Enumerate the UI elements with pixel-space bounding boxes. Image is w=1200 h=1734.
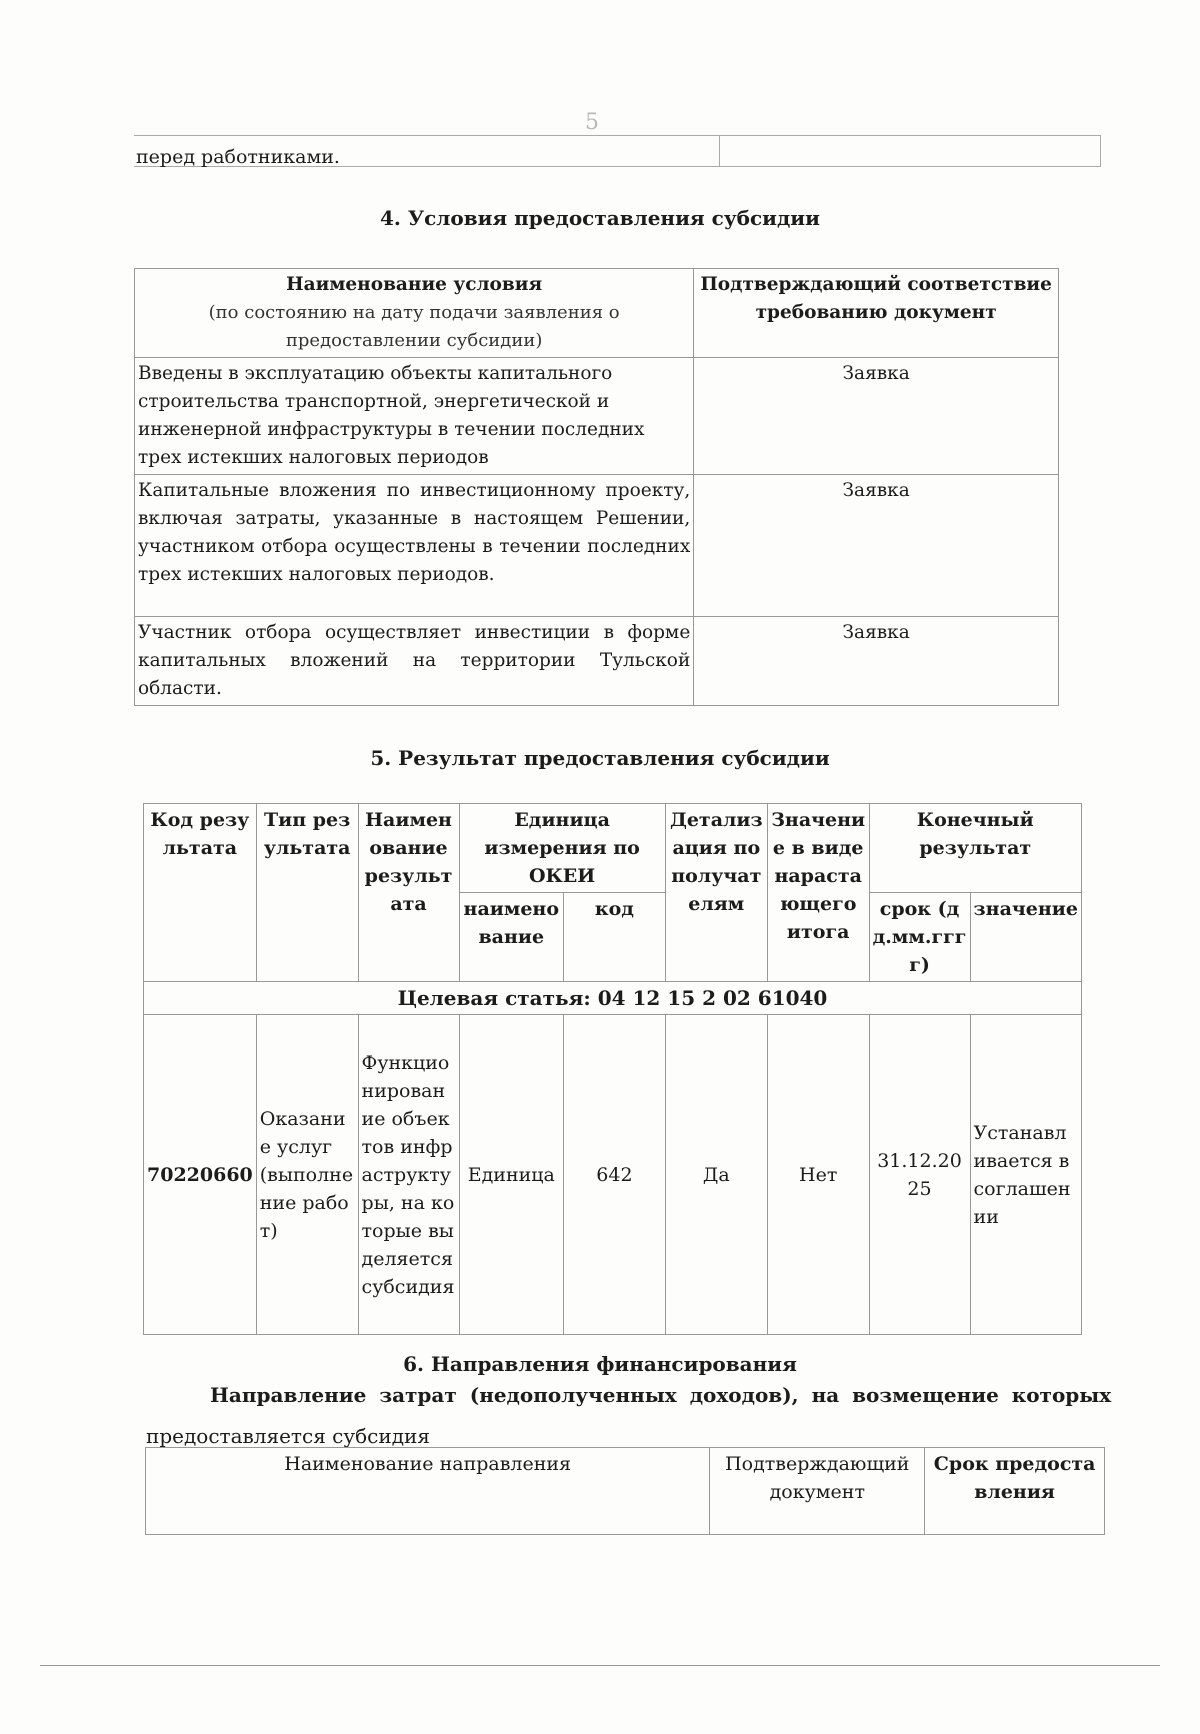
condition-document: Заявка — [694, 617, 1059, 706]
conditions-col1-header: Наименование условия (по состоянию на дату подачи заявления о предоставлении субсидии) — [135, 269, 694, 358]
result-deadline: 31.12.2025 — [869, 1015, 970, 1335]
target-article: Целевая статья: 04 12 15 2 02 61040 — [144, 982, 1082, 1015]
previous-text: перед работниками. — [136, 146, 340, 168]
results-table — [143, 803, 1082, 1335]
page-bottom-edge — [40, 1665, 1160, 1666]
col-value: значение — [970, 893, 1081, 982]
page-number: 5 — [585, 110, 599, 135]
result-unit-name: Единица — [459, 1015, 564, 1335]
col-unit: Единица измерения по ОКЕИ — [459, 804, 665, 893]
result-unit-code: 642 — [564, 1015, 666, 1335]
col-code: Код результата — [144, 804, 257, 982]
col-deadline: срок (дд.мм.гггг) — [869, 893, 970, 982]
section-6-paragraph: Направление затрат (недополученных доходов), на возмещение которых — [210, 1383, 1112, 1407]
result-type: Оказание услуг (выполнение работ) — [256, 1015, 358, 1335]
condition-text: Капитальные вложения по инвестиционному проекту, включая затраты, указанные в настоящем Решении, участником отбора осуществлены в течении последних трех истекших налоговых периодов. — [135, 475, 694, 617]
condition-document: Заявка — [694, 358, 1059, 475]
col-unit-name: наименование — [459, 893, 564, 982]
result-name: Функционирование объектов инфраструктуры, на которые выделяется субсидия — [358, 1015, 459, 1335]
col-name: Наименование результата — [358, 804, 459, 982]
col-unit-code: код — [564, 893, 666, 982]
result-cumulative: Нет — [767, 1015, 869, 1335]
col-type: Тип результата — [256, 804, 358, 982]
financing-table — [145, 1447, 1105, 1535]
result-value: Устанавливается в соглашении — [970, 1015, 1081, 1335]
section-5-title: 5. Результат предоставления субсидии — [370, 746, 830, 770]
condition-document: Заявка — [694, 475, 1059, 617]
condition-text: Участник отбора осуществляет инвестиции в форме капитальных вложений на территории Тульской области. — [135, 617, 694, 706]
col-detail: Детализация по получателям — [665, 804, 767, 982]
col-final: Конечный результат — [869, 804, 1082, 893]
condition-text: Введены в эксплуатацию объекты капитального строительства транспортной, энергетической и инженерной инфраструктуры в течении последних трех истекших налоговых периодов — [135, 358, 694, 475]
section-6-title: 6. Направления финансирования — [403, 1352, 797, 1376]
col-cumulative: Значение в виде нарастающего итога — [767, 804, 869, 982]
result-detail: Да — [665, 1015, 767, 1335]
financing-col-doc: Подтверждающий документ — [710, 1448, 925, 1535]
financing-col-name: Наименование направления — [146, 1448, 710, 1535]
section-4-title: 4. Условия предоставления субсидии — [380, 206, 820, 230]
result-code: 70220660 — [144, 1015, 257, 1335]
conditions-table — [134, 268, 1059, 706]
conditions-col2-header: Подтверждающий соответствие требованию документ — [694, 269, 1059, 358]
section-6-paragraph-cont: предоставляется субсидия — [146, 1424, 430, 1448]
financing-col-term: Срок предоставления — [925, 1448, 1105, 1535]
